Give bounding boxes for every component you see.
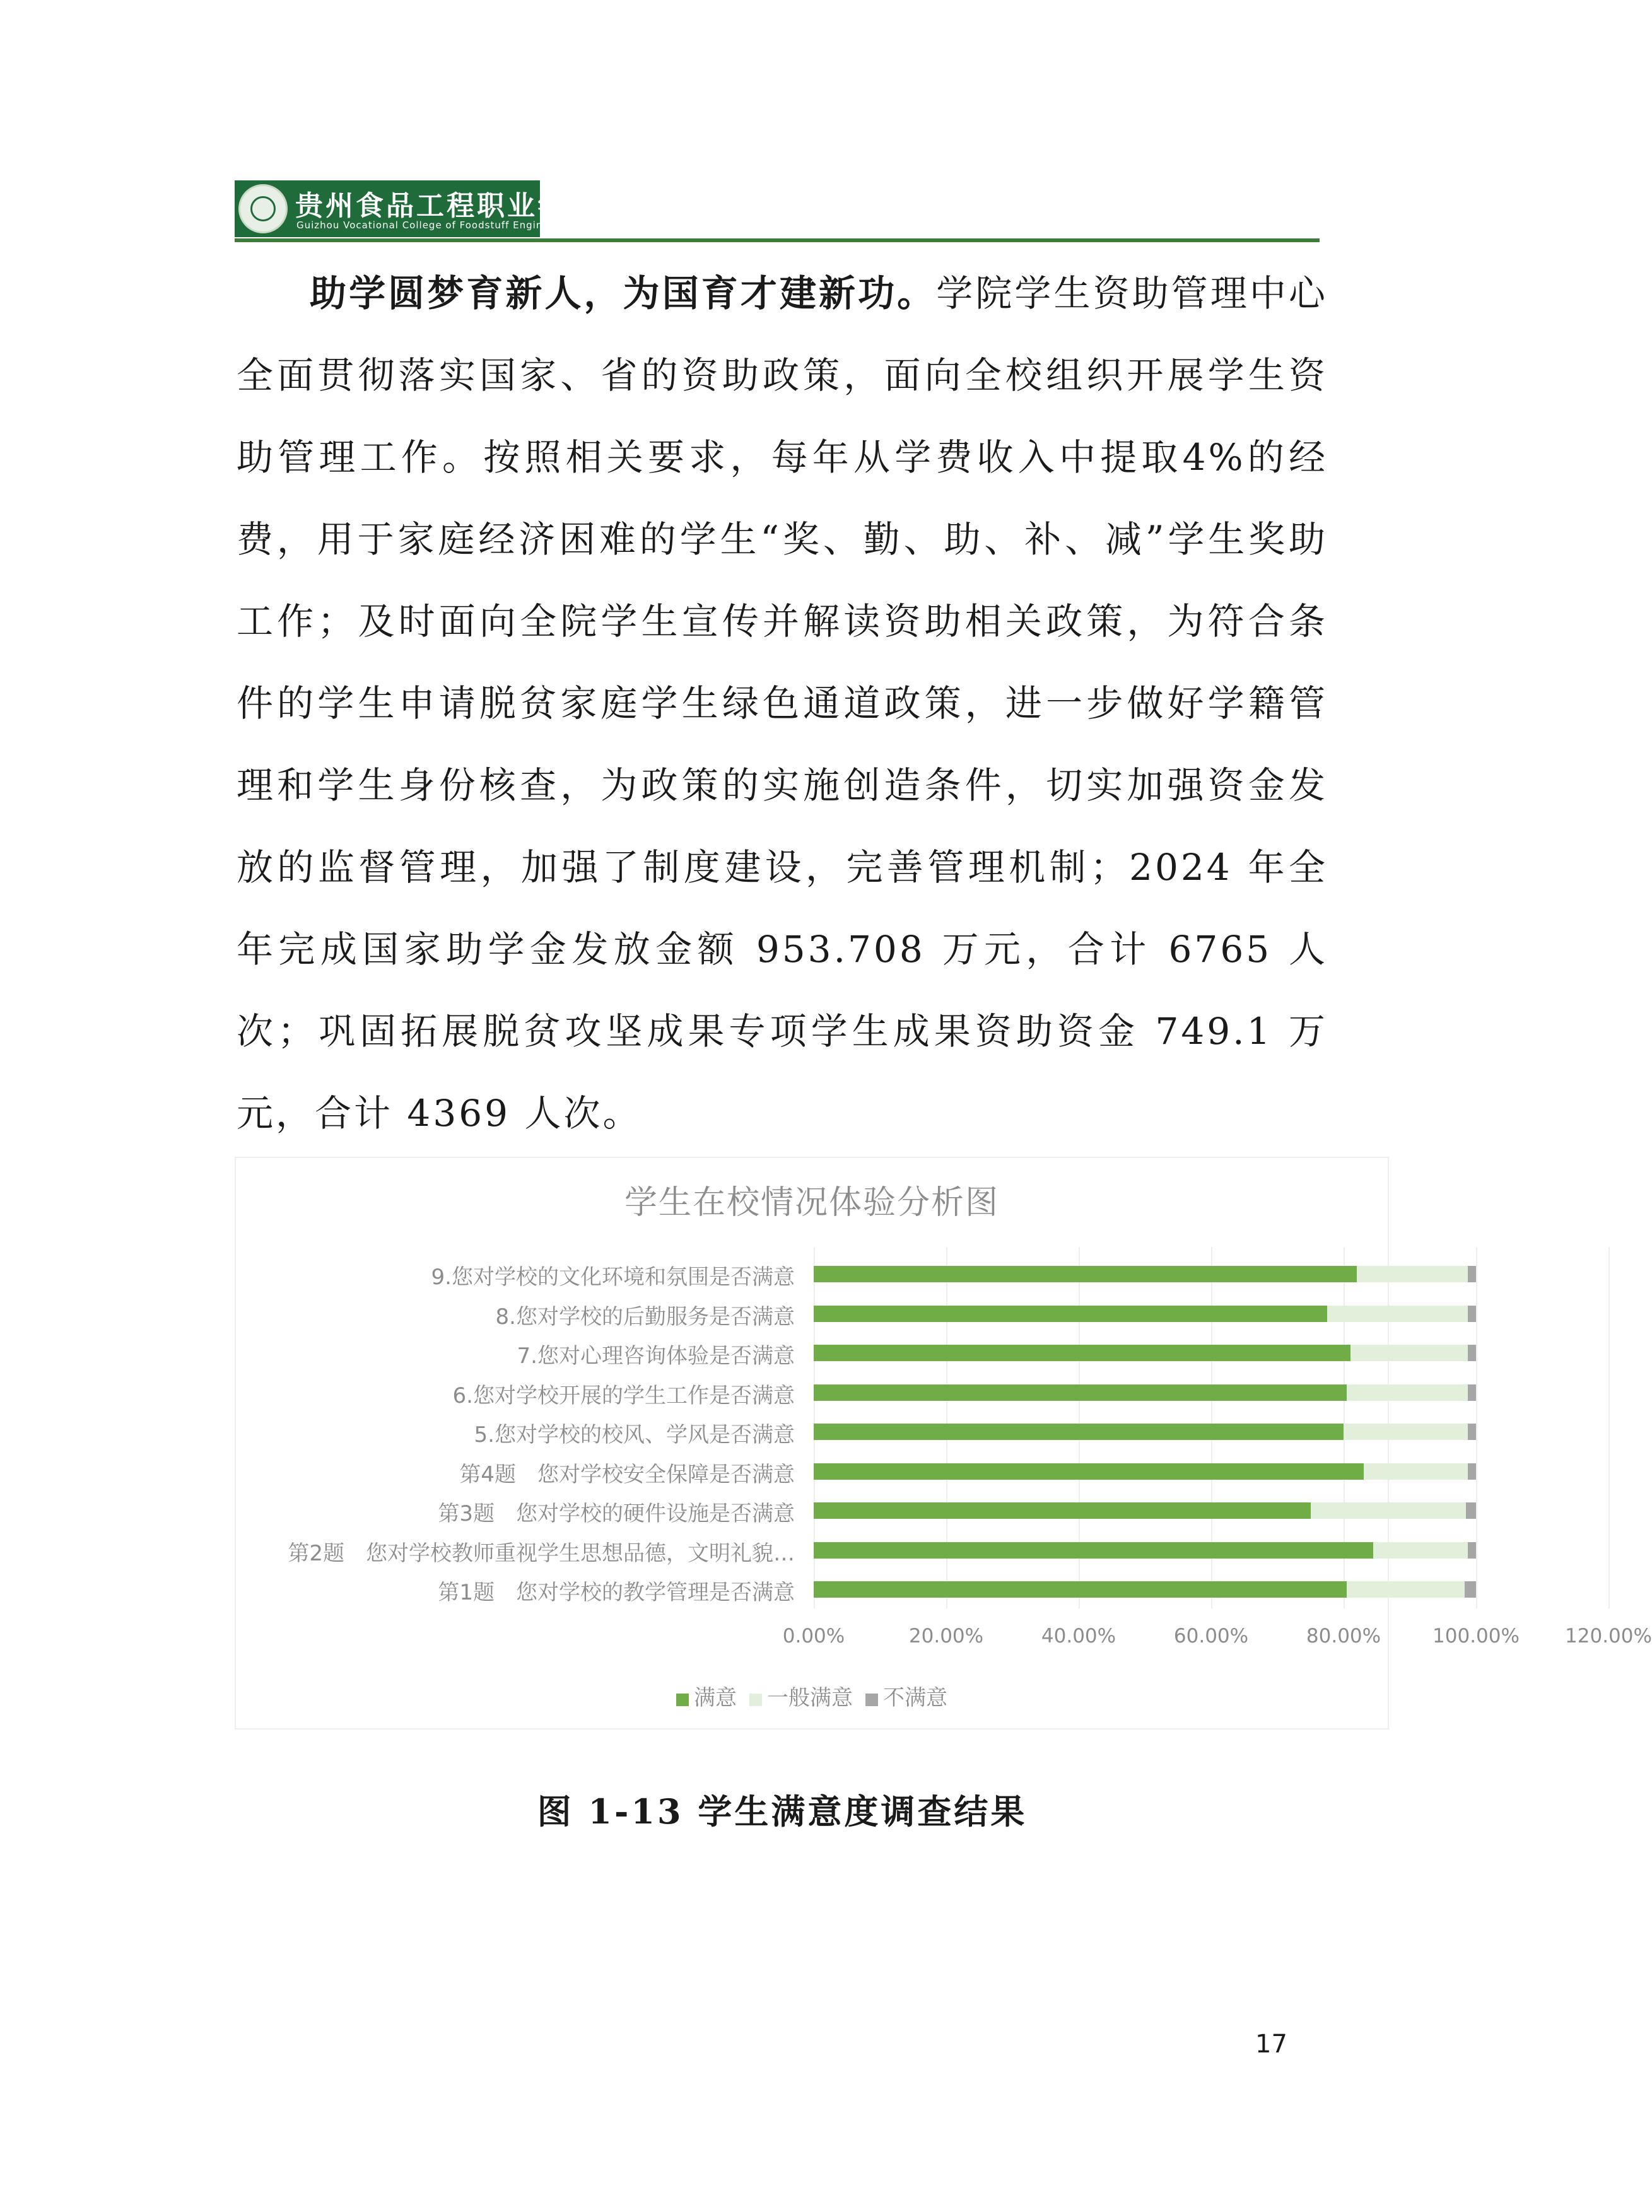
category-label: 5.您对学校的校风、学风是否满意 — [474, 1422, 795, 1448]
bar-segment — [1350, 1345, 1468, 1361]
category-label: 8.您对学校的后勤服务是否满意 — [495, 1304, 795, 1330]
bar-segment — [1347, 1581, 1465, 1598]
logo-chinese-name: 贵州食品工程职业学院 — [295, 190, 598, 222]
bar-segment — [1311, 1502, 1467, 1519]
paragraph-text: 学院学生资助管理中心全面贯彻落实国家、省的资助政策，面向全校组织开展学生资助管理工作。按照相关要求，每年从学费收入中提取4%的经费，用于家庭经济困难的学生“奖、勤、助、补、减”学生奖助工作；及时面向全院学生宣传并解读资助相关政策，为符合条件的学生申请脱贫家庭学生绿色通道政策，进一步做好学籍管理和学生身份核查，为政策的实施创造条件，切实加强资金发放的监督管理，加强了制度建设，完善管理机制；2024 年全年完成国家助学金发放金额 953.708 万元，合计 6765 人次；巩固拓展脱贫攻坚成果专项学生成果资助资金 749.1 万元，合计 4369 人次。 — [237, 272, 1328, 1135]
x-tick-label: 40.00% — [1041, 1625, 1116, 1647]
category-label: 第2题 您对学校教师重视学生思想品德，文明礼貌… — [288, 1540, 795, 1566]
category-label: 第3题 您对学校的硬件设施是否满意 — [438, 1501, 795, 1526]
legend-label: 一般满意 — [767, 1685, 853, 1711]
legend-swatch — [749, 1694, 762, 1706]
legend-label: 满意 — [694, 1685, 737, 1711]
category-label: 第1题 您对学校的教学管理是否满意 — [438, 1580, 795, 1605]
bar-segment — [1468, 1463, 1476, 1480]
x-tick-label: 60.00% — [1173, 1625, 1249, 1647]
bar-segment — [1465, 1581, 1476, 1598]
bar-segment — [814, 1542, 1373, 1559]
bar-segment — [814, 1306, 1327, 1322]
bar-segment — [814, 1581, 1347, 1598]
header-divider — [235, 238, 1320, 242]
bar-segment — [1364, 1463, 1468, 1480]
x-tick-label: 0.00% — [782, 1625, 845, 1647]
bar-segment — [814, 1384, 1347, 1401]
bar-segment — [1347, 1384, 1468, 1401]
bar-segment — [1373, 1542, 1468, 1559]
bar-segment — [1468, 1384, 1476, 1401]
category-label: 第4题 您对学校安全保障是否满意 — [459, 1461, 795, 1487]
paragraph-lead: 助学圆梦育新人，为国育才建新功。 — [310, 272, 937, 315]
category-label: 9.您对学校的文化环境和氛围是否满意 — [431, 1265, 795, 1290]
bar-segment — [1468, 1542, 1476, 1559]
legend-item — [676, 1680, 737, 1711]
page-header — [235, 180, 1320, 243]
logo-english-name: Guizhou Vocational College of Foodstuff Engineering — [296, 219, 577, 231]
bar-segment — [1468, 1306, 1476, 1322]
legend-item — [865, 1680, 947, 1711]
college-logo — [235, 180, 598, 237]
satisfaction-chart — [235, 1157, 1652, 1729]
bar-segment — [814, 1266, 1357, 1282]
x-tick-label: 100.00% — [1432, 1625, 1520, 1647]
bar-segment — [814, 1463, 1364, 1480]
chart-title: 学生在校情况体验分析图 — [624, 1184, 999, 1222]
college-emblem-icon — [238, 184, 288, 233]
legend-label: 不满意 — [883, 1685, 947, 1711]
x-tick-label: 120.00% — [1565, 1625, 1652, 1647]
category-label: 7.您对心理咨询体验是否满意 — [517, 1343, 795, 1369]
x-gridline — [1608, 1247, 1610, 1608]
x-tick-label: 20.00% — [908, 1625, 984, 1647]
legend-item — [749, 1680, 853, 1711]
bar-segment — [814, 1345, 1350, 1361]
bar-segment — [814, 1424, 1344, 1440]
bar-segment — [1344, 1424, 1468, 1440]
chart-legend — [236, 1680, 1388, 1711]
bar-segment — [1466, 1502, 1476, 1519]
figure-caption: 图 1-13 学生满意度调查结果 — [537, 1791, 1028, 1832]
bar-segment — [814, 1502, 1311, 1519]
bar-segment — [1468, 1424, 1476, 1440]
bar-segment — [1468, 1266, 1476, 1282]
bar-segment — [1468, 1345, 1476, 1361]
bar-segment — [1327, 1306, 1468, 1322]
x-tick-label: 80.00% — [1306, 1625, 1381, 1647]
x-gridline — [1476, 1247, 1477, 1608]
legend-swatch — [676, 1694, 689, 1706]
legend-swatch — [865, 1694, 878, 1706]
category-label: 6.您对学校开展的学生工作是否满意 — [452, 1383, 795, 1408]
page-number: 17 — [1255, 2030, 1287, 2059]
body-paragraph — [237, 252, 1328, 1154]
bar-segment — [1357, 1266, 1468, 1282]
